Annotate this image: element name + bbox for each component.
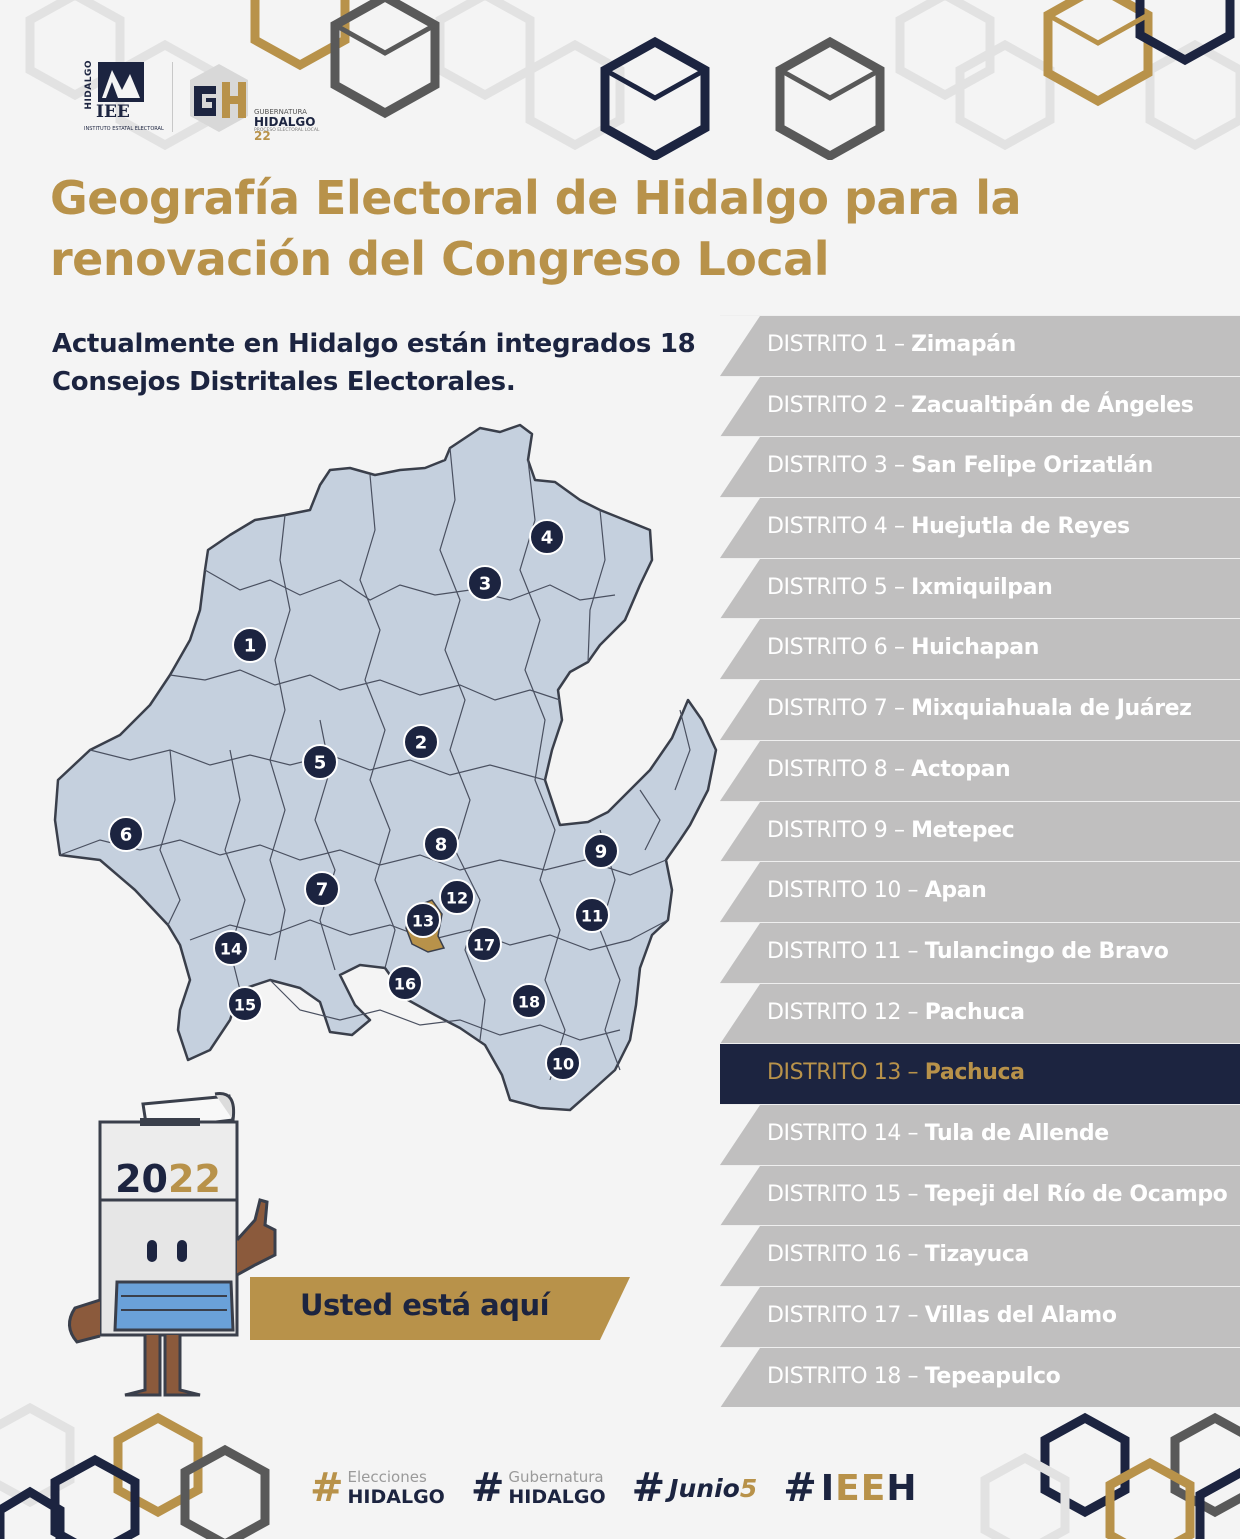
district-row — [720, 1286, 1240, 1347]
district-row-text — [767, 1060, 1025, 1085]
district-name: Tepeji del Río de Ocampo — [924, 1181, 1228, 1207]
mascot-year — [115, 1157, 221, 1201]
district-separator: – — [900, 1363, 925, 1389]
hashtag-gubernatura-t2: HIDALGO — [508, 1486, 606, 1508]
district-marker-12 — [440, 880, 474, 914]
district-marker-label: 11 — [580, 906, 604, 926]
district-marker-label: 15 — [233, 995, 257, 1015]
district-row — [720, 1225, 1240, 1286]
district-marker-label: 8 — [434, 834, 448, 856]
mascot-eye-left — [147, 1240, 157, 1262]
face-mask-icon — [115, 1282, 233, 1330]
district-marker-label: 5 — [313, 752, 327, 774]
district-separator: – — [887, 392, 912, 418]
district-marker-label: 1 — [243, 635, 257, 657]
district-name: Ixmiquilpan — [911, 574, 1053, 600]
district-marker-18 — [512, 984, 546, 1018]
district-marker-16 — [388, 966, 422, 1000]
iee-full-name: INSTITUTO ESTATAL ELECTORAL — [84, 126, 164, 132]
hashtag-ieeh-a: I — [820, 1467, 836, 1509]
gh-line2-year: 22 — [254, 129, 271, 143]
district-row — [720, 1347, 1240, 1408]
district-marker-label: 4 — [540, 527, 554, 549]
logo-divider — [172, 62, 173, 132]
district-name: San Felipe Orizatlán — [911, 453, 1153, 479]
district-separator: – — [887, 332, 912, 357]
district-marker-17 — [467, 927, 501, 961]
gh-line2-text: HIDALGO — [254, 115, 316, 129]
mascot-year-a: 20 — [115, 1157, 168, 1201]
district-marker-3 — [468, 566, 502, 600]
hashtag-ieeh — [783, 1465, 918, 1511]
district-label: DISTRITO 8 — [767, 756, 888, 782]
district-name: Tulancingo de Bravo — [924, 938, 1169, 964]
district-separator: – — [887, 817, 912, 843]
district-marker-7 — [305, 872, 339, 906]
district-separator: – — [887, 453, 912, 479]
hashtag-elecciones-t2: HIDALGO — [347, 1486, 445, 1508]
ballot-box-mascot — [55, 1090, 295, 1410]
district-label: DISTRITO 7 — [767, 696, 888, 722]
district-marker-2 — [404, 725, 438, 759]
district-marker-label: 7 — [315, 879, 329, 901]
mascot-year-b: 22 — [168, 1157, 221, 1201]
district-separator: – — [900, 938, 925, 964]
district-row-text — [767, 818, 1014, 843]
district-row-text — [767, 696, 1192, 721]
district-row — [720, 740, 1240, 801]
district-separator: – — [887, 696, 912, 722]
district-marker-label: 10 — [551, 1054, 575, 1074]
district-name: Tizayuca — [924, 1242, 1029, 1268]
district-marker-label: 18 — [517, 992, 541, 1012]
district-label: DISTRITO 13 — [767, 1060, 901, 1086]
district-name: Pachuca — [924, 1060, 1025, 1086]
district-separator: – — [900, 1181, 925, 1207]
district-label: DISTRITO 3 — [767, 453, 888, 479]
hashtag-junio — [631, 1465, 758, 1511]
hashtag-elecciones — [310, 1465, 445, 1511]
district-separator: – — [887, 756, 912, 782]
hashtag-ieeh-b: EE — [835, 1467, 887, 1509]
district-marker-label: 16 — [393, 974, 417, 994]
district-marker-10 — [546, 1046, 580, 1080]
district-row — [720, 558, 1240, 619]
district-row — [720, 618, 1240, 679]
district-row-text — [767, 1364, 1060, 1389]
district-marker-15 — [228, 987, 262, 1021]
district-row — [720, 801, 1240, 862]
district-row — [720, 436, 1240, 497]
district-row-text — [767, 393, 1193, 418]
district-label: DISTRITO 4 — [767, 514, 888, 540]
district-marker-5 — [303, 745, 337, 779]
district-name: Villas del Alamo — [924, 1303, 1117, 1328]
district-label: DISTRITO 12 — [767, 999, 901, 1025]
district-name: Pachuca — [924, 999, 1025, 1025]
district-row — [720, 861, 1240, 922]
district-row — [720, 1104, 1240, 1165]
district-marker-label: 9 — [594, 841, 608, 863]
district-label: DISTRITO 11 — [767, 938, 901, 964]
district-marker-1 — [233, 628, 267, 662]
district-marker-label: 6 — [119, 824, 133, 846]
district-marker-label: 14 — [219, 939, 243, 959]
district-row-text — [767, 1182, 1227, 1207]
gh-line1: GUBERNATURA — [254, 108, 307, 116]
district-label: DISTRITO 18 — [767, 1363, 901, 1389]
iee-logo — [84, 58, 164, 138]
district-separator: – — [887, 635, 912, 661]
district-name: Metepec — [911, 817, 1015, 843]
hash-icon: # — [631, 1465, 666, 1511]
district-row-text — [767, 878, 986, 903]
hashtag-gubernatura — [470, 1465, 606, 1511]
district-label: DISTRITO 14 — [767, 1120, 901, 1146]
district-label: DISTRITO 10 — [767, 878, 901, 904]
district-row-text — [767, 757, 1010, 782]
district-marker-4 — [530, 520, 564, 554]
district-marker-label: 13 — [411, 911, 435, 931]
district-marker-label: 17 — [472, 935, 496, 955]
district-name: Zacualtipán de Ángeles — [911, 392, 1194, 418]
district-row-text — [767, 1000, 1025, 1025]
district-separator: – — [900, 1242, 925, 1268]
district-separator: – — [900, 878, 925, 904]
district-name: Actopan — [911, 756, 1011, 782]
district-row — [720, 1165, 1240, 1226]
district-marker-9 — [584, 834, 618, 868]
gh-cube-icon — [186, 62, 252, 134]
you-are-here-text: Usted está aquí — [300, 1288, 550, 1322]
district-label: DISTRITO 16 — [767, 1242, 901, 1268]
district-row — [720, 1043, 1240, 1104]
district-name: Zimapán — [911, 332, 1016, 357]
district-marker-label: 12 — [445, 888, 469, 908]
district-separator: – — [900, 999, 925, 1025]
district-marker-8 — [424, 827, 458, 861]
district-row — [720, 922, 1240, 983]
district-name: Huichapan — [911, 635, 1039, 661]
gh-line3: PROCESO ELECTORAL LOCAL — [254, 128, 320, 133]
district-separator: – — [887, 514, 912, 540]
district-label: DISTRITO 1 — [767, 332, 888, 357]
district-name: Tepeapulco — [924, 1363, 1061, 1389]
district-separator: – — [900, 1120, 925, 1146]
district-row-text — [767, 514, 1130, 539]
district-row-text — [767, 1242, 1029, 1267]
district-name: Mixquiahuala de Juárez — [911, 696, 1192, 722]
intro-text: Actualmente en Hidalgo están integrados 18 Consejos Distritales Electorales. — [52, 329, 696, 397]
district-row-text — [767, 332, 1016, 357]
district-name: Apan — [924, 878, 987, 904]
district-row — [720, 983, 1240, 1044]
district-name: Huejutla de Reyes — [911, 514, 1130, 540]
hashtag-elecciones-t1: Elecciones — [347, 1468, 427, 1486]
district-marker-13 — [406, 903, 440, 937]
hashtag-gubernatura-t1: Gubernatura — [508, 1468, 604, 1486]
iee-state-text: HIDALGO — [84, 60, 94, 110]
district-marker-11 — [575, 898, 609, 932]
hash-icon: # — [310, 1465, 344, 1511]
hidalgo-district-map — [40, 420, 730, 1120]
district-label: DISTRITO 5 — [767, 574, 888, 600]
district-marker-label: 2 — [414, 732, 428, 754]
gubernatura-logo — [186, 62, 336, 143]
district-row — [720, 376, 1240, 437]
district-row — [720, 679, 1240, 740]
hashtag-junio-a: Junio — [669, 1473, 740, 1503]
hashtag-junio-b: 5 — [739, 1473, 758, 1503]
district-label: DISTRITO 2 — [767, 392, 888, 418]
iee-emblem-icon — [98, 62, 144, 102]
district-separator: – — [900, 1060, 925, 1086]
district-name: Tula de Allende — [924, 1120, 1109, 1146]
district-marker-6 — [109, 817, 143, 851]
district-label: DISTRITO 17 — [767, 1303, 901, 1328]
district-row-text — [767, 575, 1052, 600]
district-row-text — [767, 939, 1168, 964]
district-separator: – — [900, 1303, 925, 1328]
district-row — [720, 497, 1240, 558]
district-row-text — [767, 635, 1039, 660]
district-marker-14 — [214, 931, 248, 965]
hashtag-ieeh-c: H — [886, 1467, 918, 1509]
page-title: Geografía Electoral de Hidalgo para la renovación del Congreso Local — [50, 171, 1022, 286]
district-list — [720, 315, 1240, 1407]
district-separator: – — [887, 574, 912, 600]
hash-icon: # — [783, 1465, 817, 1511]
mascot-eye-right — [177, 1240, 187, 1262]
hashtag-footer — [310, 1466, 917, 1510]
district-marker-label: 3 — [478, 573, 492, 595]
district-label: DISTRITO 6 — [767, 635, 888, 661]
district-row-text — [767, 453, 1153, 478]
district-row-text — [767, 1121, 1109, 1146]
district-row-text — [767, 1303, 1117, 1328]
district-label: DISTRITO 15 — [767, 1181, 901, 1207]
state-outline — [55, 425, 716, 1110]
iee-abbr: IEE — [96, 102, 130, 122]
district-label: DISTRITO 9 — [767, 817, 888, 843]
district-row — [720, 315, 1240, 376]
hash-icon: # — [470, 1465, 505, 1511]
